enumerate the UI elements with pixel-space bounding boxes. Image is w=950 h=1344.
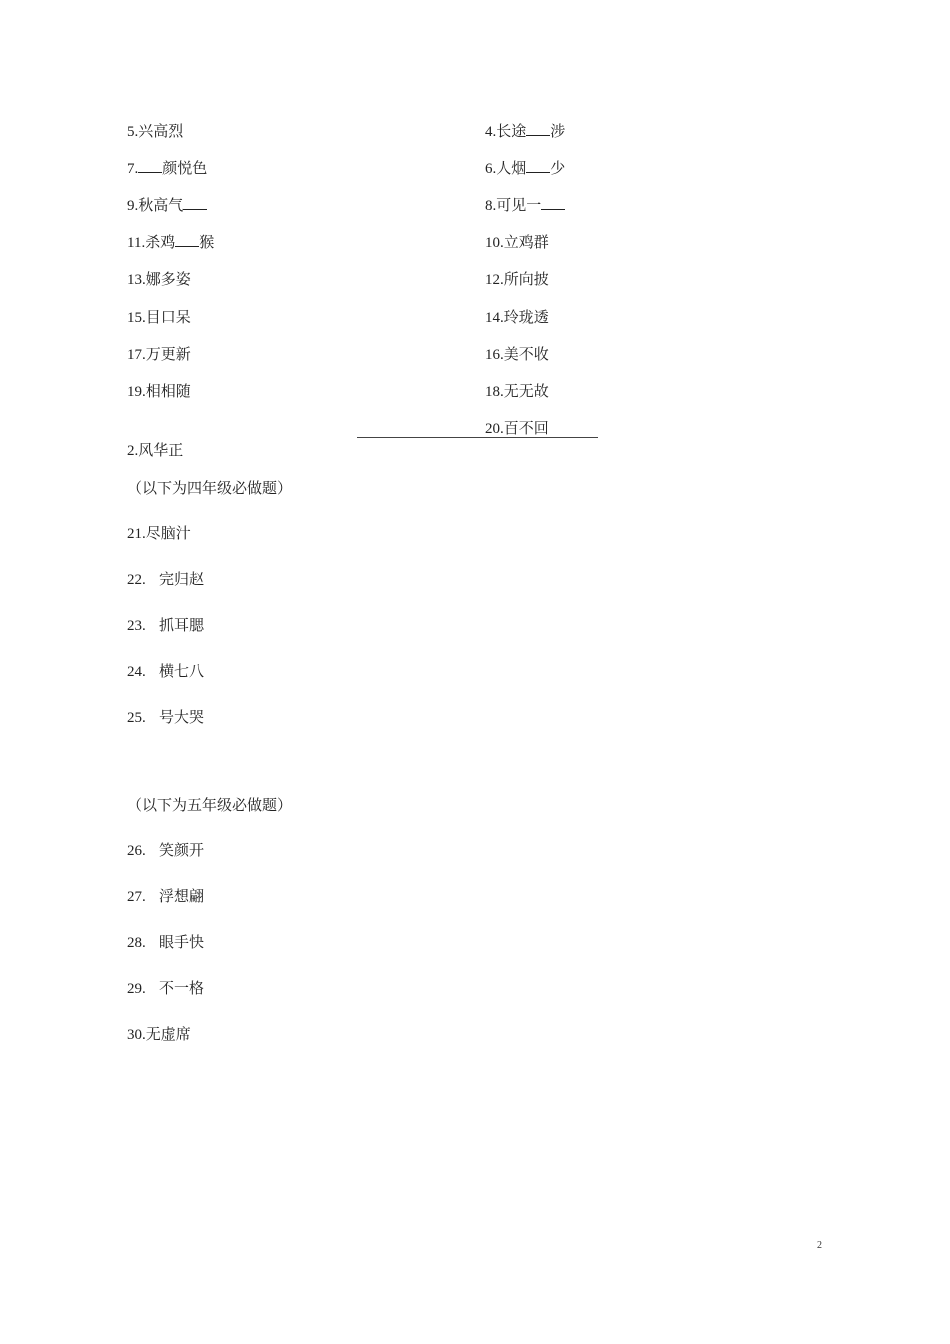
section-heading-grade4: （以下为四年级必做题） bbox=[127, 479, 293, 497]
question-15 bbox=[127, 307, 191, 328]
question-19 bbox=[127, 381, 191, 402]
question-24 bbox=[127, 661, 204, 682]
answer-blank[interactable] bbox=[526, 121, 550, 136]
question-number: 28. bbox=[127, 935, 146, 951]
answer-blank[interactable] bbox=[183, 195, 207, 210]
question-6 bbox=[485, 158, 565, 179]
question-text: 可见一 bbox=[496, 196, 542, 214]
question-number: 6. bbox=[485, 161, 497, 177]
question-number: 12. bbox=[485, 272, 504, 288]
question-27 bbox=[127, 886, 204, 907]
question-14 bbox=[485, 307, 549, 328]
question-text: 人烟 bbox=[496, 159, 527, 177]
question-text: 长途 bbox=[496, 122, 527, 140]
question-text: 无无故 bbox=[503, 382, 549, 400]
answer-blank[interactable] bbox=[526, 158, 550, 173]
question-text: 所向披 bbox=[503, 270, 549, 288]
question-number: 9. bbox=[127, 198, 139, 214]
question-number: 25. bbox=[127, 710, 146, 726]
answer-blank[interactable] bbox=[541, 195, 565, 210]
question-text: 号大哭 bbox=[159, 708, 205, 726]
question-30 bbox=[127, 1024, 191, 1045]
question-text: 万更新 bbox=[145, 345, 191, 363]
question-number: 11. bbox=[127, 235, 146, 251]
question-number: 22. bbox=[127, 572, 146, 588]
section-heading-grade5: （以下为五年级必做题） bbox=[127, 796, 293, 814]
question-12 bbox=[485, 269, 549, 290]
question-18 bbox=[485, 381, 549, 402]
question-9 bbox=[127, 195, 207, 216]
answer-blank[interactable] bbox=[175, 232, 199, 247]
question-20 bbox=[485, 418, 549, 439]
question-text: 玲珑透 bbox=[503, 308, 549, 326]
question-number: 16. bbox=[485, 347, 504, 363]
question-number: 13. bbox=[127, 272, 146, 288]
question-text: 兴高烈 bbox=[138, 122, 184, 140]
question-11 bbox=[127, 232, 214, 253]
question-26 bbox=[127, 840, 204, 861]
question-number: 24. bbox=[127, 664, 146, 680]
question-2 bbox=[127, 440, 183, 461]
question-text: 颜悦色 bbox=[162, 159, 208, 177]
question-number: 21. bbox=[127, 526, 146, 542]
question-text: 浮想翩 bbox=[159, 887, 205, 905]
question-number: 26. bbox=[127, 843, 146, 859]
question-text: 杀鸡 bbox=[145, 233, 176, 251]
question-text: 目口呆 bbox=[145, 308, 191, 326]
question-text: 娜多姿 bbox=[145, 270, 191, 288]
question-number: 27. bbox=[127, 889, 146, 905]
question-text: 美不收 bbox=[503, 345, 549, 363]
question-29 bbox=[127, 978, 204, 999]
question-number: 15. bbox=[127, 310, 146, 326]
question-number: 20. bbox=[485, 421, 504, 437]
question-number: 5. bbox=[127, 124, 139, 140]
question-25 bbox=[127, 707, 204, 728]
question-7 bbox=[127, 158, 207, 179]
question-text: 完归赵 bbox=[159, 570, 205, 588]
question-number: 14. bbox=[485, 310, 504, 326]
horizontal-rule bbox=[357, 437, 598, 438]
question-number: 2. bbox=[127, 443, 139, 459]
question-text: 无虚席 bbox=[145, 1025, 191, 1043]
question-text: 秋高气 bbox=[138, 196, 184, 214]
question-text: 抓耳腮 bbox=[159, 616, 205, 634]
question-4 bbox=[485, 121, 565, 142]
question-number: 4. bbox=[485, 124, 497, 140]
question-text-after: 猴 bbox=[199, 233, 215, 251]
question-text: 相相随 bbox=[145, 382, 191, 400]
question-text: 尽脑汁 bbox=[145, 524, 191, 542]
question-number: 29. bbox=[127, 981, 146, 997]
answer-blank[interactable] bbox=[138, 158, 162, 173]
question-number: 17. bbox=[127, 347, 146, 363]
question-number: 30. bbox=[127, 1027, 146, 1043]
page-number: 2 bbox=[817, 1240, 822, 1251]
question-number: 19. bbox=[127, 384, 146, 400]
question-number: 18. bbox=[485, 384, 504, 400]
question-text: 眼手快 bbox=[159, 933, 205, 951]
question-text-after: 涉 bbox=[550, 122, 566, 140]
question-21 bbox=[127, 523, 191, 544]
question-16 bbox=[485, 344, 549, 365]
question-text: 立鸡群 bbox=[503, 233, 549, 251]
question-22 bbox=[127, 569, 204, 590]
question-10 bbox=[485, 232, 549, 253]
question-number: 8. bbox=[485, 198, 497, 214]
question-number: 10. bbox=[485, 235, 504, 251]
question-text: 风华正 bbox=[138, 441, 184, 459]
question-text: 不一格 bbox=[159, 979, 205, 997]
question-13 bbox=[127, 269, 191, 290]
question-text: 百不回 bbox=[503, 419, 549, 437]
question-17 bbox=[127, 344, 191, 365]
question-number: 7. bbox=[127, 161, 139, 177]
question-5 bbox=[127, 121, 183, 142]
question-8 bbox=[485, 195, 565, 216]
question-text-after: 少 bbox=[550, 159, 566, 177]
question-text: 横七八 bbox=[159, 662, 205, 680]
question-text: 笑颜开 bbox=[159, 841, 205, 859]
question-23 bbox=[127, 615, 204, 636]
question-number: 23. bbox=[127, 618, 146, 634]
question-28 bbox=[127, 932, 204, 953]
